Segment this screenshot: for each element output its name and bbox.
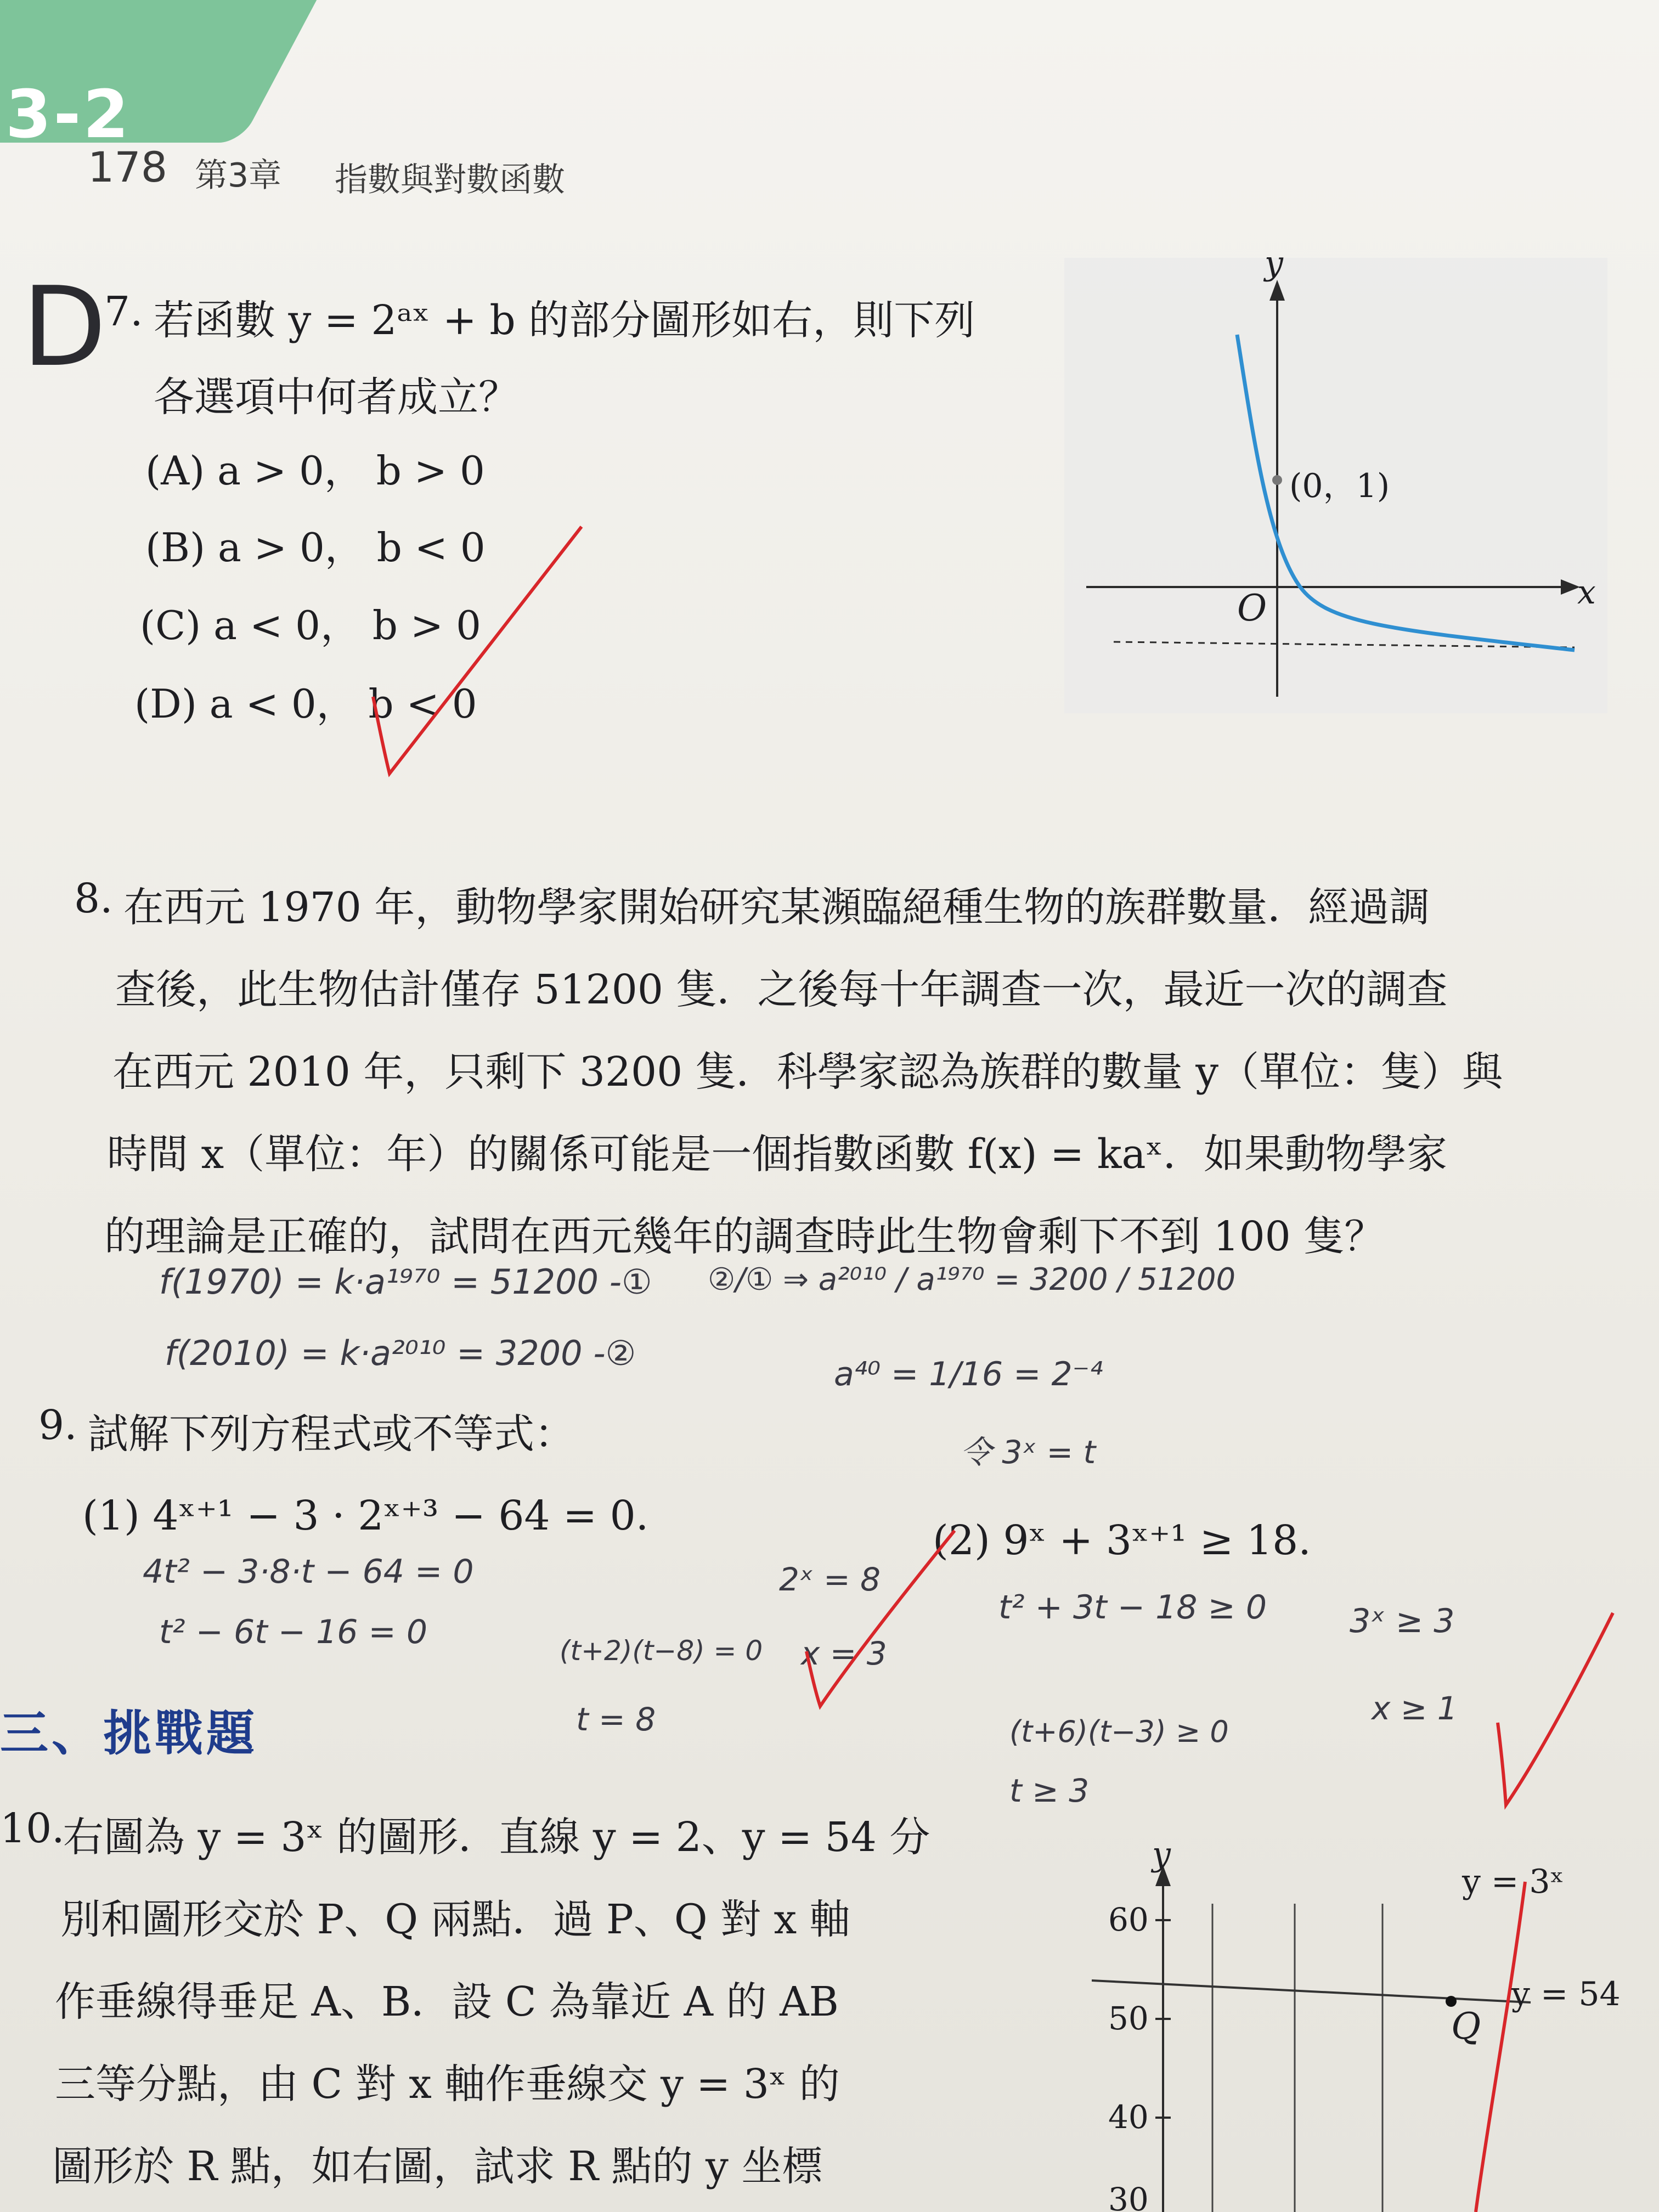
q7-option-d: (D) a < 0， b < 0 [134, 681, 477, 727]
section-heading: 三、挑戰題 [0, 1705, 258, 1762]
q10-number: 10. [0, 1805, 65, 1852]
q8-work-line2: f(2010) = k·a²⁰¹⁰ = 3200 -② [165, 1333, 636, 1373]
q7-graph-point-label: (0，1) [1289, 467, 1390, 505]
q10-line5: 圖形於 R 點，如右圖，試求 R 點的 y 坐標 [52, 2143, 823, 2190]
q9-work1-line2: t² − 6t − 16 = 0 [159, 1613, 428, 1651]
q7-graph-origin-label: O [1237, 587, 1267, 629]
answer-mark: D [22, 263, 107, 391]
q9-title: 試解下列方程式或不等式： [88, 1410, 575, 1458]
q8-line3: 在西元 2010 年，只剩下 3200 隻．科學家認為族群的數量 y（單位：隻）與 [112, 1048, 1503, 1096]
page-number: 178 [88, 143, 168, 191]
q7-graph-y-label: y [1265, 244, 1283, 283]
q10-graph-line-label: y = 54 [1511, 1975, 1621, 2013]
q10-graph-point-label: Q [1451, 2005, 1481, 2047]
q9-work2-line6: x ≥ 1 [1372, 1690, 1458, 1727]
q7-line2: 各選項中何者成立？ [154, 374, 519, 421]
q10-line1: 右圖為 y = 3ˣ 的圖形．直線 y = 2、y = 54 分 [63, 1814, 930, 1861]
chapter-title: 指數與對數函數 [335, 161, 565, 199]
q7-option-a: (A) a > 0， b > 0 [145, 448, 485, 494]
q10-graph-tick-50: 50 [1108, 2000, 1149, 2037]
section-tab-label: 3-2 [5, 77, 131, 153]
q9-part2: (2) 9ˣ + 3ˣ⁺¹ ≥ 18. [933, 1517, 1311, 1564]
q7-line1: 若函數 y = 2ᵃˣ + b 的部分圖形如右，則下列 [154, 297, 975, 344]
q9-work2-line4: t ≥ 3 [1009, 1772, 1090, 1809]
q7-graph-x-label: x [1577, 573, 1596, 612]
q9-work1-line5: 2ˣ = 8 [779, 1561, 881, 1598]
q8-work-line3: ②/① ⇒ a²⁰¹⁰ / a¹⁹⁷⁰ = 3200 / 51200 [708, 1262, 1236, 1297]
q8-work-line4: a⁴⁰ = 1/16 = 2⁻⁴ [834, 1355, 1103, 1393]
q9-work2-line2: t² + 3t − 18 ≥ 0 [998, 1588, 1267, 1627]
q8-work-line1: f(1970) = k·a¹⁹⁷⁰ = 51200 -① [159, 1262, 652, 1302]
q10-line2: 別和圖形交於 P、Q 兩點．過 P、Q 對 x 軸 [60, 1896, 850, 1943]
q9-work2-line5: 3ˣ ≥ 3 [1350, 1602, 1455, 1640]
q9-work2-line3: (t+6)(t−3) ≥ 0 [1009, 1714, 1229, 1749]
q9-work1-line1: 4t² − 3·8·t − 64 = 0 [143, 1553, 474, 1591]
chapter-label: 第3章 [195, 156, 282, 195]
q10-graph-curve-label: y = 3ˣ [1462, 1863, 1564, 1901]
q8-line5: 的理論是正確的，試問在西元幾年的調查時此生物會剩下不到 100 隻？ [104, 1213, 1385, 1260]
q10-graph-tick-40: 40 [1108, 2098, 1149, 2136]
q8-number: 8. [74, 875, 113, 922]
q9-part1: (1) 4ˣ⁺¹ − 3 · 2ˣ⁺³ − 64 = 0. [82, 1492, 649, 1539]
q9-work2-line1: 令 3ˣ = t [960, 1434, 1096, 1471]
q10-graph-tick-60: 60 [1108, 1901, 1149, 1938]
checkmark-icon [790, 1525, 966, 1734]
q9-number: 9. [38, 1402, 77, 1449]
q8-line1: 在西元 1970 年，動物學家開始研究某瀕臨絕種生物的族群數量．經過調 [123, 884, 1430, 931]
checkmark-icon [362, 516, 603, 790]
q9-work1-line3: (t+2)(t−8) = 0 [560, 1635, 763, 1667]
q7-number: 7. [104, 288, 143, 335]
q10-graph-y-label: y [1152, 1835, 1171, 1874]
q8-line2: 查後，此生物估計僅存 51200 隻．之後每十年調查一次，最近一次的調查 [115, 966, 1448, 1013]
checkmark-icon [1481, 1607, 1624, 1827]
q7-option-b: (B) a > 0， b < 0 [145, 524, 486, 571]
q7-option-c: (C) a < 0， b > 0 [140, 602, 481, 648]
q10-graph-tick-30: 30 [1108, 2181, 1149, 2212]
q8-line4: 時間 x（單位：年）的關係可能是一個指數函數 f(x) = kaˣ．如果動物學家 [107, 1131, 1448, 1178]
q9-work1-line4: t = 8 [576, 1701, 656, 1738]
q9-work1-line6: x = 3 [801, 1635, 887, 1672]
q10-line3: 作垂線得垂足 A、B．設 C 為靠近 A 的 AB [55, 1978, 839, 2025]
q10-line4: 三等分點，由 C 對 x 軸作垂線交 y = 3ˣ 的 [55, 2061, 840, 2108]
